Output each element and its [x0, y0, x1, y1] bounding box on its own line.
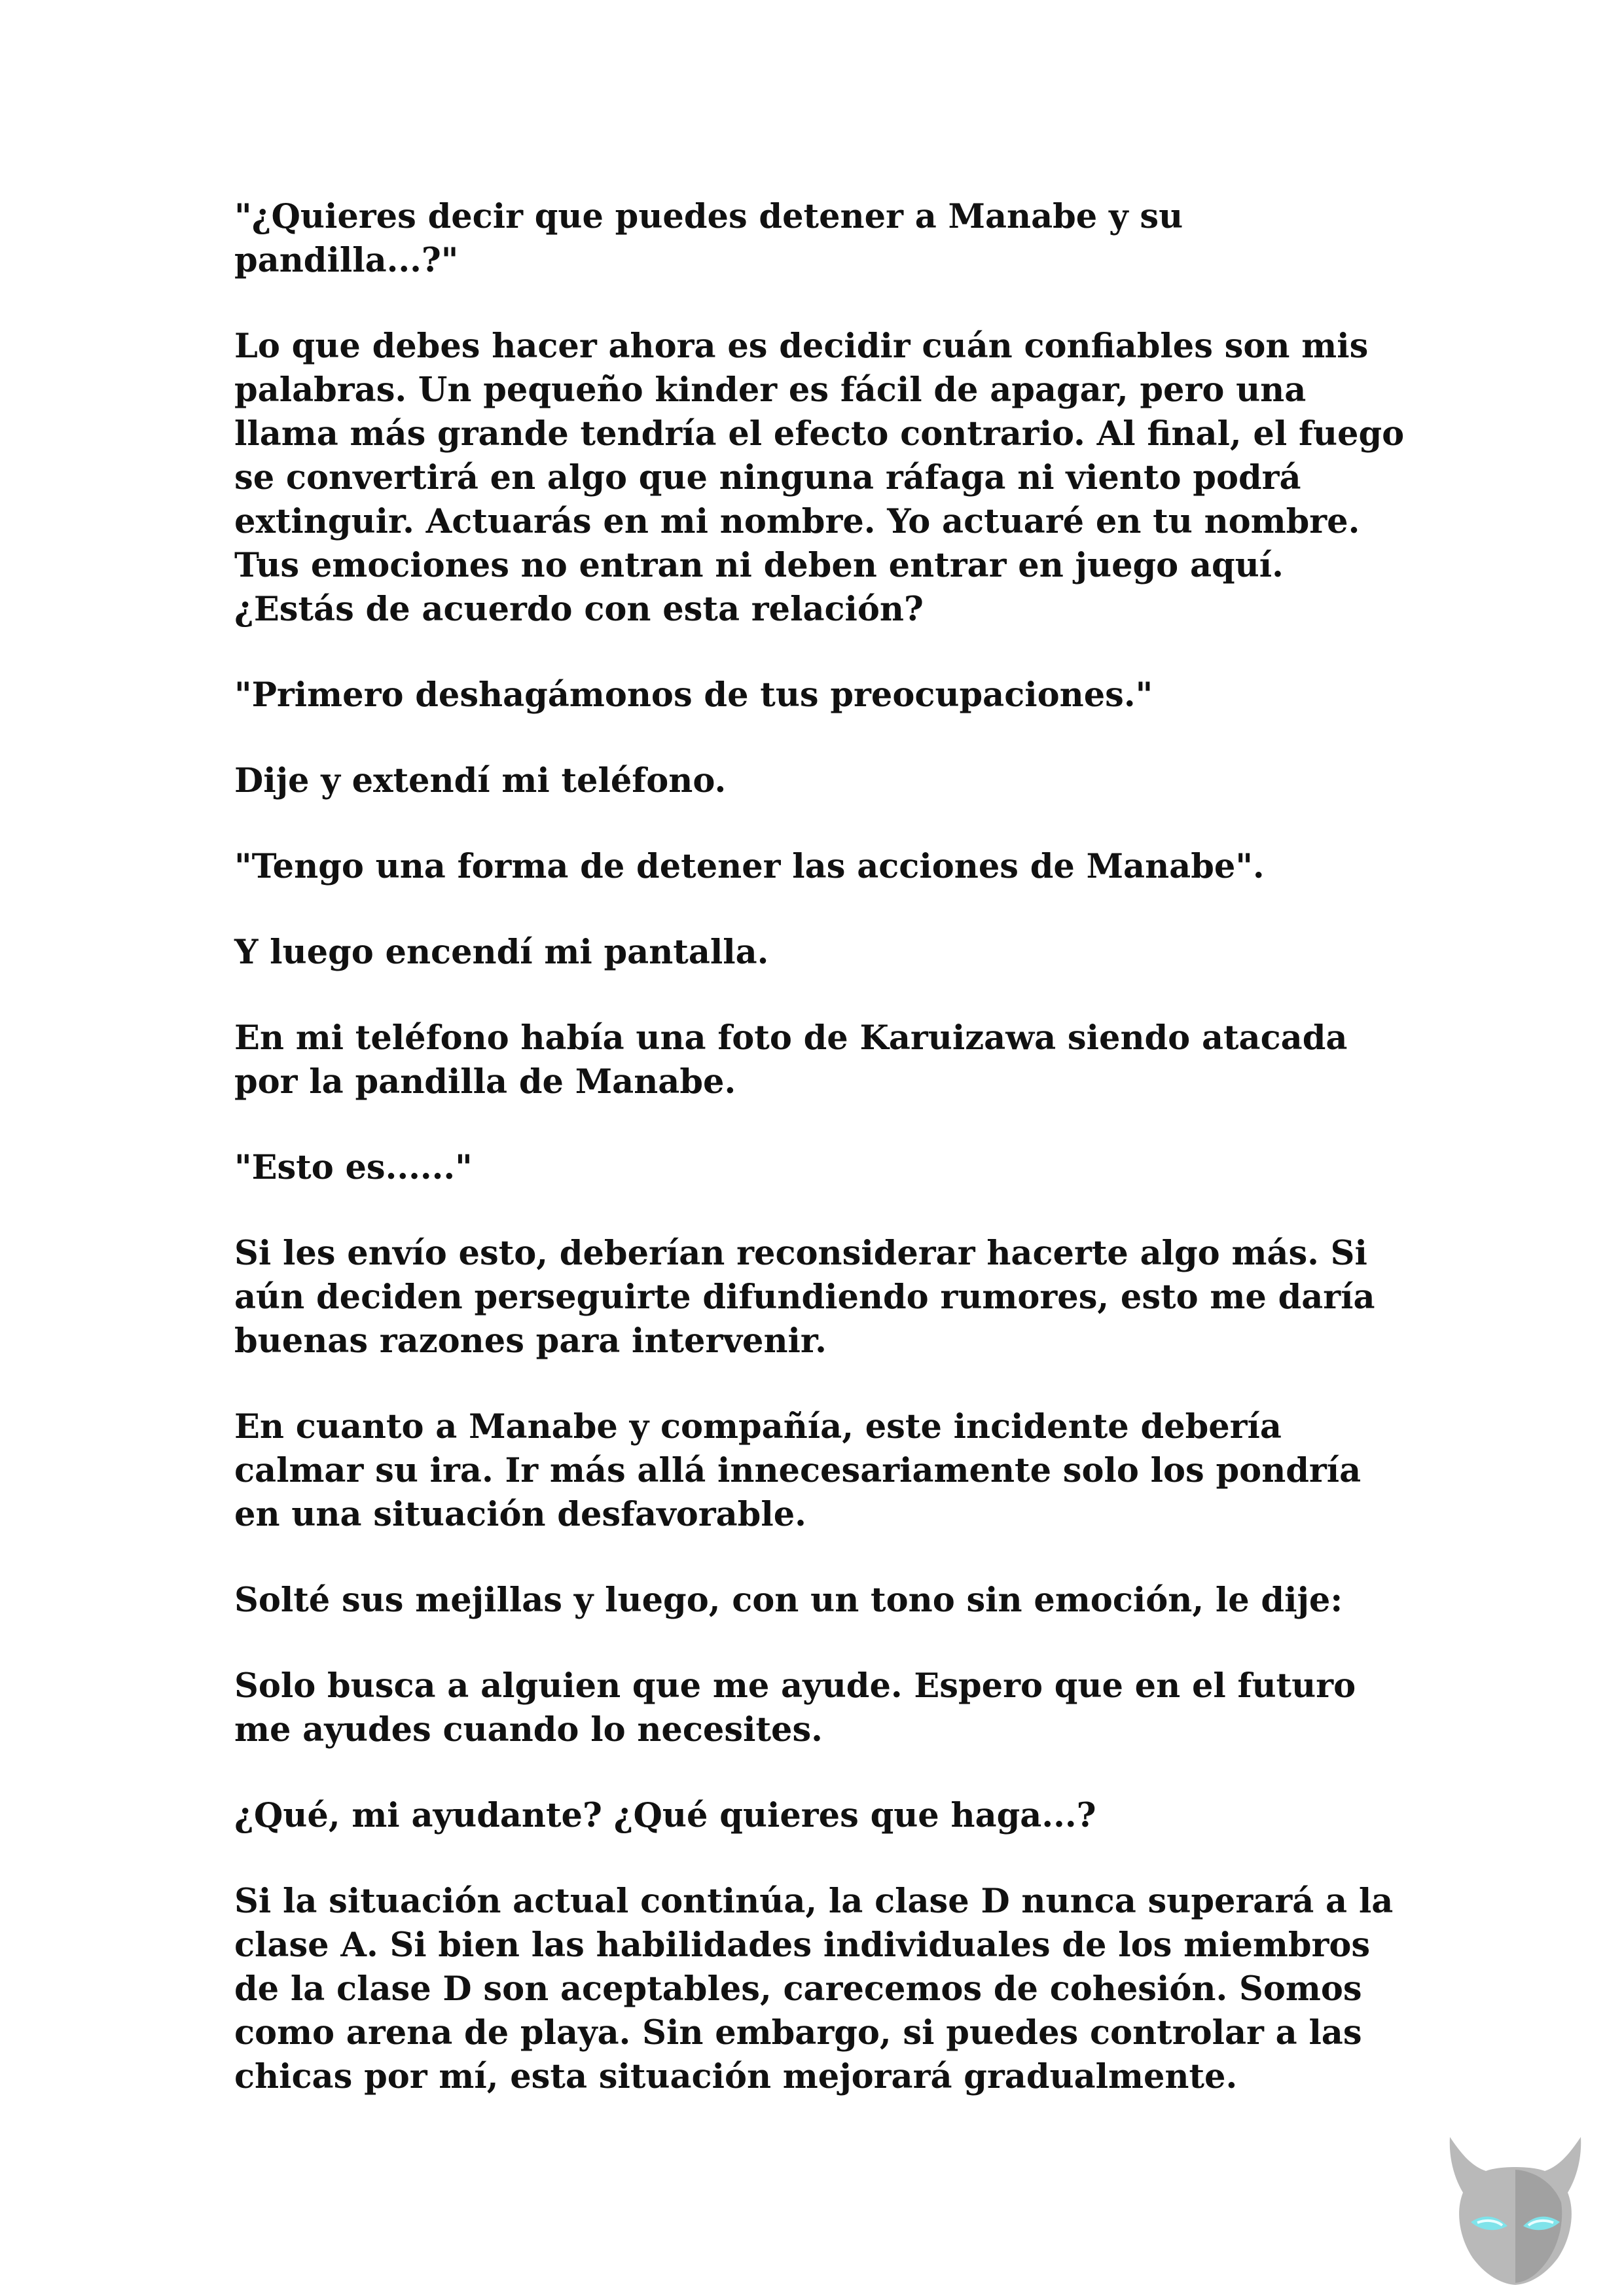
- paragraph: "Tengo una forma de detener las acciones de Manabe".: [234, 847, 1265, 886]
- paragraph: Solo busca a alguien que me ayude. Espero que en el futuro me ayudes cuando lo necesites.: [234, 1666, 1356, 1749]
- demon-head-logo-icon: [1437, 2130, 1594, 2287]
- paragraph: ¿Qué, mi ayudante? ¿Qué quieres que haga...?: [234, 1796, 1096, 1835]
- paragraph: "Esto es......": [234, 1148, 473, 1187]
- paragraph: "Primero deshagámonos de tus preocupaciones.": [234, 675, 1153, 715]
- document-body: [234, 195, 1406, 2141]
- paragraph: Si les envío esto, deberían reconsiderar hacerte algo más. Si aún deciden perseguirte difundiendo rumores, esto me daría buenas razones para intervenir.: [234, 1234, 1375, 1361]
- paragraph: Dije y extendí mi teléfono.: [234, 761, 727, 800]
- paragraph: Y luego encendí mi pantalla.: [234, 933, 769, 972]
- paragraph: "¿Quieres decir que puedes detener a Manabe y su pandilla...?": [234, 197, 1183, 280]
- paragraph: Solté sus mejillas y luego, con un tono sin emoción, le dije:: [234, 1581, 1343, 1620]
- paragraph: En cuanto a Manabe y compañía, este incidente debería calmar su ira. Ir más allá innecesariamente solo los pondría en una situación desfavorable.: [234, 1407, 1362, 1534]
- paragraph: Si la situación actual continúa, la clase D nunca superará a la clase A. Si bien las habilidades individuales de los miembros de la clase D son aceptables, carecemos de cohesión. Somos como arena de playa. Sin embargo, si puedes controlar a las chicas por mí, esta situación mejorará gradualmente.: [234, 1882, 1394, 2096]
- paragraph: Lo que debes hacer ahora es decidir cuán confiables son mis palabras. Un pequeño kinder es fácil de apagar, pero una llama más grande tendría el efecto contrario. Al final, el fuego se convertirá en algo que ninguna ráfaga ni viento podrá extinguir. Actuarás en mi nombre. Yo actuaré en tu nombre. Tus emociones no entran ni deben entrar en juego aquí. ¿Estás de acuerdo con esta relación?: [234, 327, 1405, 629]
- paragraph: En mi teléfono había una foto de Karuizawa siendo atacada por la pandilla de Manabe.: [234, 1018, 1348, 1102]
